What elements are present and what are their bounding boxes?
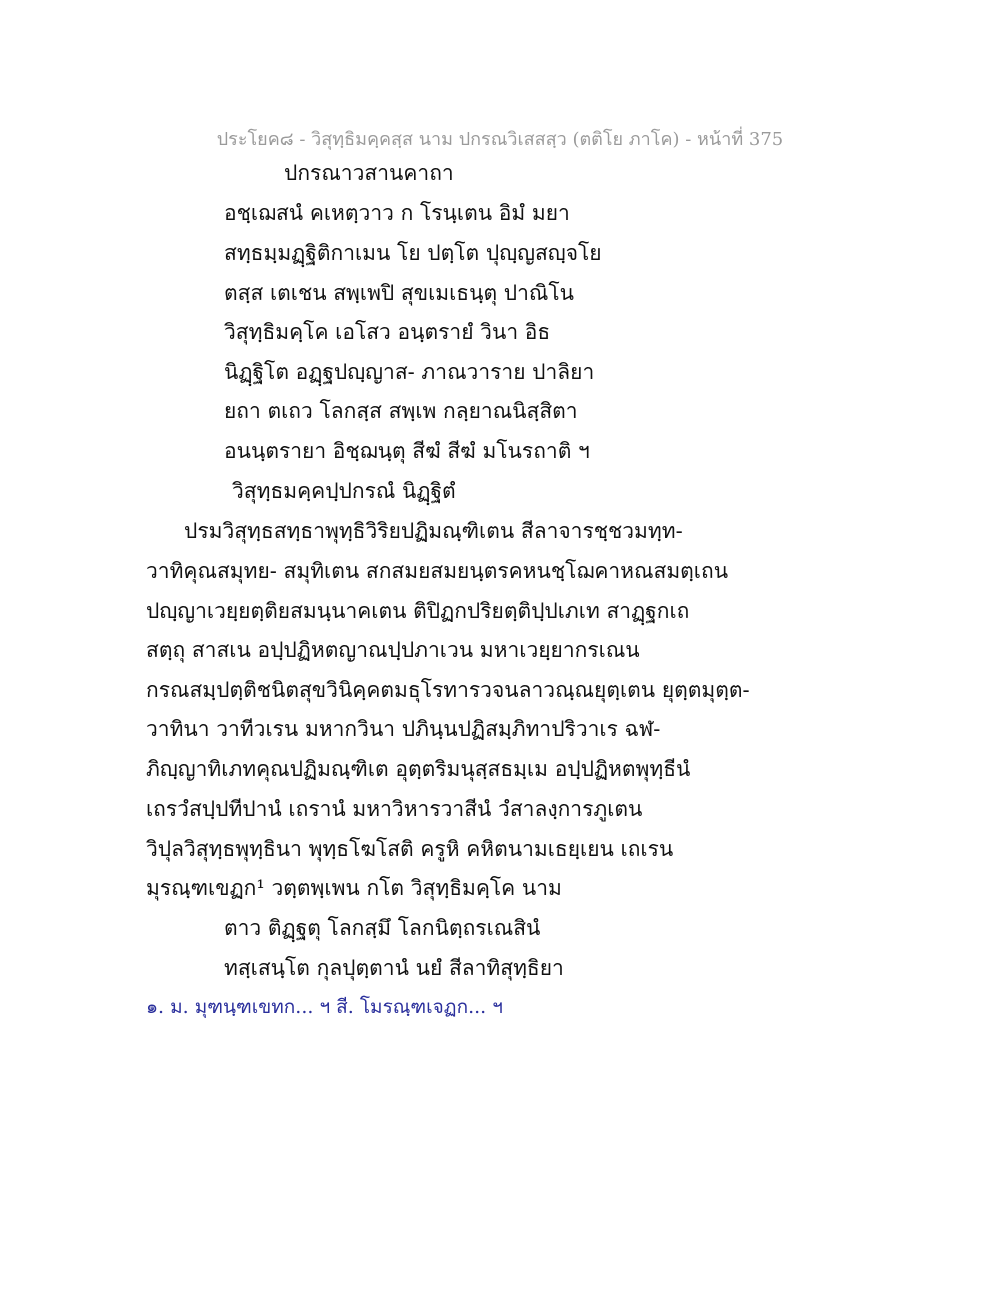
footnote: ๑. ม. มุฑนฺฑเขทก... ฯ สี. โมรณฺฑเจฏก... ฯ xyxy=(146,996,503,1018)
verse-line: วิสุทฺธิมคฺโค เอโสว อนฺตรายํ วินา อิธ xyxy=(224,320,551,344)
prose-line: วาทิคุณสมุทย- สมุทิเตน สกสมยสมยนฺตรคหนชฺโฌคาหณสมตฺเถน xyxy=(146,559,729,583)
prose-line: มุรณฺฑเขฏก¹ วตฺตพฺเพน กโต วิสุทฺธิมคฺโค นาม xyxy=(146,876,562,900)
prose-line: กรณสมฺปตฺติชนิตสุขวินิคฺคตมธุโรทารวจนลาวณฺณยุตฺเตน ยุตฺตมุตฺต- xyxy=(146,678,750,702)
prose-line: วาทินา วาทีวเรน มหากวินา ปภินฺนปฏิสมฺภิทาปริวาเร ฉฬ- xyxy=(146,717,661,741)
prose-line: ปญฺญาเวยฺยตฺติยสมนฺนาคเตน ติปิฏกปริยตฺติปฺปเภเท สาฏฺฐกเถ xyxy=(146,599,690,623)
page-header: ประโยค๘ - วิสุทฺธิมคฺคสฺส นาม ปกรณวิเสสสฺว (ตติโย ภาโค) - หน้าที่ 375 xyxy=(216,129,784,150)
closing-verse-line: ตาว ติฏฺฐตุ โลกสฺมึ โลกนิตฺถรเณสินํ xyxy=(224,916,541,940)
prose-line: สตฺถุ สาสเน อปฺปฏิหตญาณปฺปภาเวน มหาเวยฺยากรเณน xyxy=(146,638,640,662)
section-title: ปกรณาวสานคาถา xyxy=(284,161,454,185)
prose-line: ปรมวิสุทฺธสทฺธาพุทฺธิวิริยปฏิมณฺฑิเตน สีลาจารชฺชวมทฺท- xyxy=(184,519,683,543)
verse-line: อนนฺตรายา อิชฺฌนฺตุ สีฆํ สีฆํ มโนรถาติ ฯ xyxy=(224,439,590,463)
verse-line: ตสฺส เตเชน สพฺเพปิ สุขเมเธนฺตุ ปาณิโน xyxy=(224,281,575,305)
prose-line: เถรวํสปฺปทีปานํ เถรานํ มหาวิหารวาสีนํ วํสาลงฺการภูเตน xyxy=(146,797,643,821)
prose-line: วิปุลวิสุทฺธพุทฺธินา พุทฺธโฆโสติ ครูหิ คหิตนามเธยฺเยน เถเรน xyxy=(146,837,674,861)
verse-line: ยถา ตเถว โลกสฺส สพฺเพ กลฺยาณนิสฺสิตา xyxy=(224,399,578,423)
closing-verse-line: ทสฺเสนฺโต กุลปุตฺตานํ นยํ สีลาทิสุทฺธิยา xyxy=(224,956,564,980)
verse-line: อชฺเฌสนํ คเหตฺวาว ก โรนฺเตน อิมํ มยา xyxy=(224,201,570,225)
verse-line: นิฏฺฐิโต อฏฺฐปญฺญาส- ภาณวาราย ปาลิยา xyxy=(224,360,595,384)
completion-line: วิสุทฺธมคฺคปฺปกรณํ นิฏฺฐิตํ xyxy=(232,479,456,503)
prose-line: ภิญฺญาทิเภทคุณปฏิมณฺฑิเต อุตฺตริมนุสฺสธมฺเม อปฺปฏิหตพุทฺธีนํ xyxy=(146,757,691,781)
verse-line: สทฺธมฺมฏฺฐิติกาเมน โย ปตฺโต ปุญฺญสญฺจโย xyxy=(224,241,602,265)
